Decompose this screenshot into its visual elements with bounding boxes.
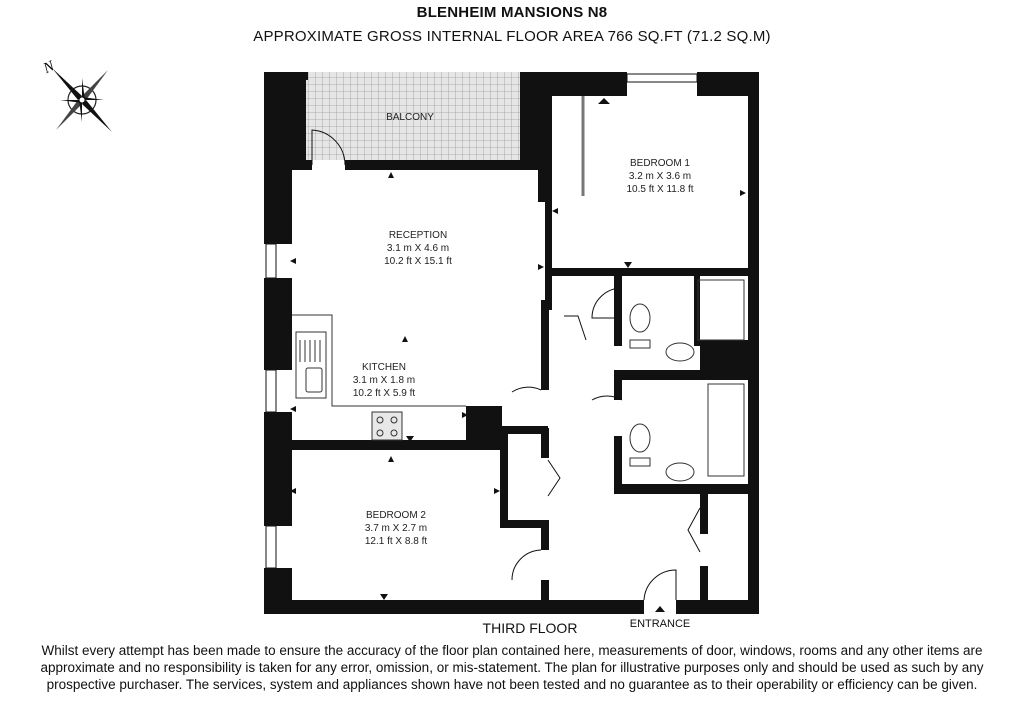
bathroom-fixtures	[630, 280, 744, 481]
bedroom2-name: BEDROOM 2	[365, 510, 427, 521]
plan-title: BLENHEIM MANSIONS N8	[416, 4, 608, 21]
kitchen-metric: 3.1 m X 1.8 m	[352, 375, 416, 386]
floor-label: THIRD FLOOR	[482, 620, 578, 636]
kitchen-name: KITCHEN	[362, 362, 406, 373]
disclaimer-text: Whilst every attempt has been made to ensure the accuracy of the floor plan contained here, measurements of door, windows, rooms and any other items are approximate and no responsibility is taken for any error, omission, or mis-statement. The plan for illustrative purposes only and should be used as such by any prospective purchaser. The services, system and appliances shown have not been tested and no guarantee as to their operability or efficiency can be given.	[40, 643, 984, 692]
bedroom2-imperial: 12.1 ft X 8.8 ft	[364, 536, 428, 547]
bedroom1-metric: 3.2 m X 3.6 m	[628, 171, 692, 182]
reception-metric: 3.1 m X 4.6 m	[386, 243, 450, 254]
entrance-label: ENTRANCE	[629, 618, 691, 630]
bedroom1-name: BEDROOM 1	[629, 158, 691, 169]
reception-imperial: 10.2 ft X 15.1 ft	[384, 256, 452, 267]
bedroom2-metric: 3.7 m X 2.7 m	[364, 523, 428, 534]
kitchen-imperial: 10.2 ft X 5.9 ft	[352, 388, 416, 399]
compass-icon	[52, 68, 112, 132]
plan-subtitle: APPROXIMATE GROSS INTERNAL FLOOR AREA 766 SQ.FT (71.2 SQ.M)	[253, 28, 771, 45]
compass-north-letter: N	[40, 58, 57, 77]
bedroom1-imperial: 10.5 ft X 11.8 ft	[626, 184, 694, 195]
balcony-label: BALCONY	[386, 112, 434, 123]
reception-name: RECEPTION	[388, 230, 448, 241]
